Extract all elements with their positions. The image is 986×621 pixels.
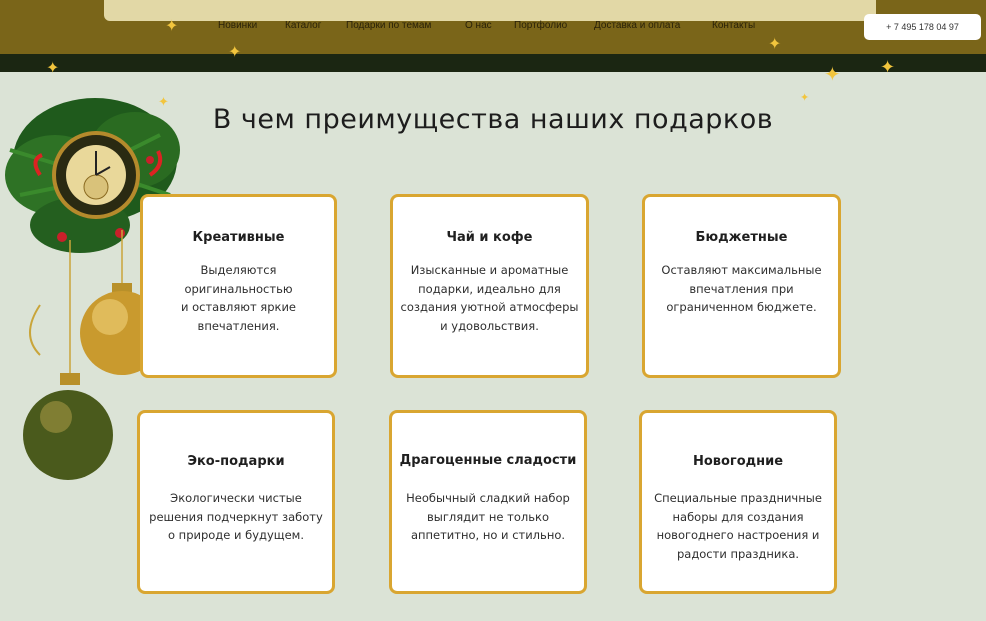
star-icon: ✦ (158, 95, 169, 110)
nav-item-gifts-by-theme[interactable]: Подарки по темам (346, 20, 432, 31)
card-text: Специальные праздничные наборы для создания новогоднего настроения и радости праздника. (654, 491, 822, 561)
card-text: Оставляют максимальные впечатления при ограниченном бюджете. (661, 263, 822, 314)
card-text: Экологически чистые решения подчеркнут заботу о природе и будущем. (149, 491, 323, 542)
star-icon: ✦ (824, 62, 841, 86)
star-icon: ✦ (768, 34, 782, 53)
star-icon: ✦ (800, 91, 810, 104)
card-text: Необычный сладкий набор выглядит не только аппетитно, но и стильно. (406, 491, 570, 542)
nav-item-contacts[interactable]: Контакты (712, 20, 756, 31)
card-budget (642, 194, 841, 378)
phone-button[interactable]: + 7 495 178 04 97 (864, 14, 981, 40)
card-sweets (389, 410, 587, 594)
star-icon: ✦ (228, 42, 242, 61)
card-title: Драгоценные сладости (399, 453, 577, 468)
card-text: Изысканные и ароматные подарки, идеально для создания уютной атмосферы и удовольствия. (400, 263, 579, 333)
card-tea-coffee (390, 194, 589, 378)
nav-item-new[interactable]: Новинки (218, 20, 258, 31)
card-title: Бюджетные (695, 230, 788, 245)
card-title: Чай и кофе (446, 230, 533, 245)
card-creative (140, 194, 337, 378)
top-bar (104, 0, 876, 21)
site-header (0, 0, 986, 54)
card-title: Креативные (192, 230, 285, 245)
star-icon: ✦ (165, 16, 179, 35)
card-eco (137, 410, 335, 594)
clock-icon (54, 133, 138, 217)
section-title: В чем преимущества наших подарков (212, 104, 774, 135)
card-title: Эко-подарки (187, 454, 285, 469)
nav-item-about[interactable]: О нас (465, 20, 492, 31)
card-new-year (639, 410, 837, 594)
card-title: Новогодние (692, 454, 784, 469)
nav-item-catalog[interactable]: Каталог (285, 20, 322, 31)
card-text: Выделяются оригинальностью и оставляют яркие впечатления. (180, 263, 297, 333)
star-icon: ✦ (46, 58, 60, 77)
nav-item-portfolio[interactable]: Портфолио (514, 20, 568, 31)
green-ornament-ball (23, 373, 113, 480)
star-icon: ✦ (880, 57, 896, 78)
nav-item-delivery[interactable]: Доставка и оплата (594, 20, 681, 31)
